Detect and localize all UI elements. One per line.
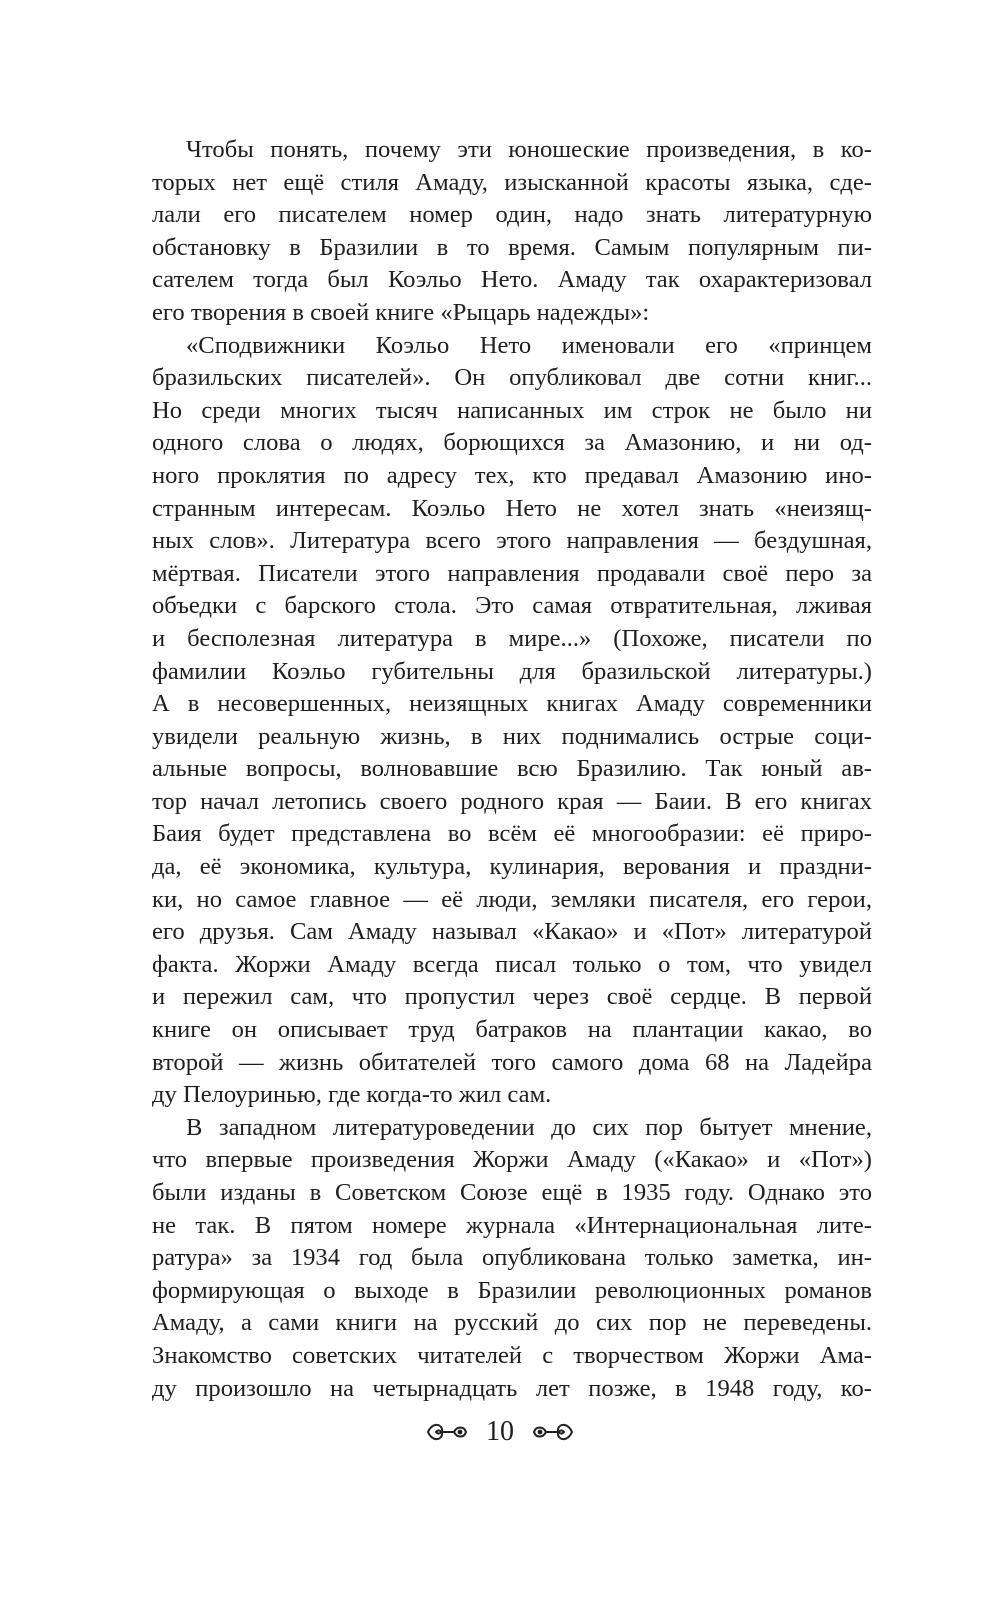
text-line: увидели реальную жизнь, в них поднимались острые соци- (152, 722, 872, 750)
text-line: одного слова о людях, борющихся за Амазонию, и ни од- (152, 429, 872, 457)
text-line: Амаду, а сами книги на русский до сих пор не переведены. (152, 1309, 872, 1337)
text-line: ного проклятия по адресу тех, кто предавал Амазонию ино- (152, 461, 872, 489)
text-line: да, её экономика, культура, кулинария, верования и праздни- (152, 853, 872, 881)
fleuron-right-icon (530, 1419, 576, 1445)
text-line: торых нет ещё стиля Амаду, изысканной красоты языка, сде- (152, 168, 872, 196)
page-number: 10 (486, 1416, 514, 1447)
text-line: мёртвая. Писатели этого направления продавали своё перо за (152, 559, 872, 587)
text-line: «Сподвижники Коэльо Нето именовали его «принцем (186, 331, 872, 359)
text-line: ду Пелоуринью, где когда-то жил сам. (152, 1081, 552, 1109)
text-line: Но среди многих тысяч написанных им строк не было ни (152, 396, 872, 424)
text-line: ратура» за 1934 год была опубликована только заметка, ин- (152, 1244, 872, 1272)
text-line: что впервые произведения Жоржи Амаду («Какао» и «Пот») (152, 1146, 872, 1174)
text-line: В западном литературоведении до сих пор бытует мнение, (186, 1113, 872, 1141)
text-line: Баия будет представлена во всём её многообразии: её приро- (152, 820, 872, 848)
text-line: книге он описывает труд батраков на плантации какао, во (152, 1016, 872, 1044)
text-line: его друзья. Сам Амаду называл «Какао» и «Пот» литературой (152, 918, 872, 946)
text-line: и пережил сам, что пропустил через своё сердце. В первой (152, 983, 872, 1011)
text-line: факта. Жоржи Амаду всегда писал только о том, что увидел (152, 950, 872, 978)
text-line: не так. В пятом номере журнала «Интернациональная лите- (152, 1211, 872, 1239)
text-line: Чтобы понять, почему эти юношеские произведения, в ко- (186, 136, 872, 163)
text-line: бразильских писателей». Он опубликовал две сотни книг... (152, 364, 872, 392)
text-line: его творения в своей книге «Рыцарь надежды»: (152, 298, 650, 326)
text-line: формирующая о выходе в Бразилии революционных романов (152, 1276, 872, 1304)
text-line: сателем тогда был Коэльо Нето. Амаду так охарактеризовал (152, 266, 872, 294)
text-line: альные вопросы, волновавшие всю Бразилию. Так юный ав- (152, 755, 872, 783)
fleuron-left-icon (424, 1419, 470, 1445)
text-line: были изданы в Советском Союзе ещё в 1935 году. Однако это (152, 1179, 872, 1206)
text-line: ных слов». Литература всего этого направления — бездушная, (152, 527, 872, 555)
text-line: второй — жизнь обитателей того самого дома 68 на Ладейра (152, 1048, 872, 1076)
page-footer (0, 1414, 1000, 1450)
text-line: и бесполезная литература в мире...» (Похоже, писатели по (152, 624, 872, 652)
text-line: объедки с барского стола. Это самая отвратительная, лживая (152, 592, 872, 620)
text-line: ду произошло на четырнадцать лет позже, в 1948 году, ко- (152, 1374, 872, 1402)
text-line: А в несовершенных, неизящных книгах Амаду современники (152, 690, 872, 718)
book-page-text (152, 134, 872, 1405)
text-line: лали его писателем номер один, надо знать литературную (152, 201, 872, 229)
text-line: странным интересам. Коэльо Нето не хотел знать «неизящ- (152, 494, 872, 522)
text-line: тор начал летопись своего родного края — Баии. В его книгах (152, 787, 872, 815)
text-line: фамилии Коэльо губительны для бразильской литературы.) (152, 657, 872, 685)
text-line: обстановку в Бразилии в то время. Самым популярным пи- (152, 233, 872, 261)
text-line: ки, но самое главное — её люди, земляки писателя, его герои, (152, 885, 872, 913)
text-line: Знакомство советских читателей с творчеством Жоржи Ама- (152, 1341, 872, 1369)
